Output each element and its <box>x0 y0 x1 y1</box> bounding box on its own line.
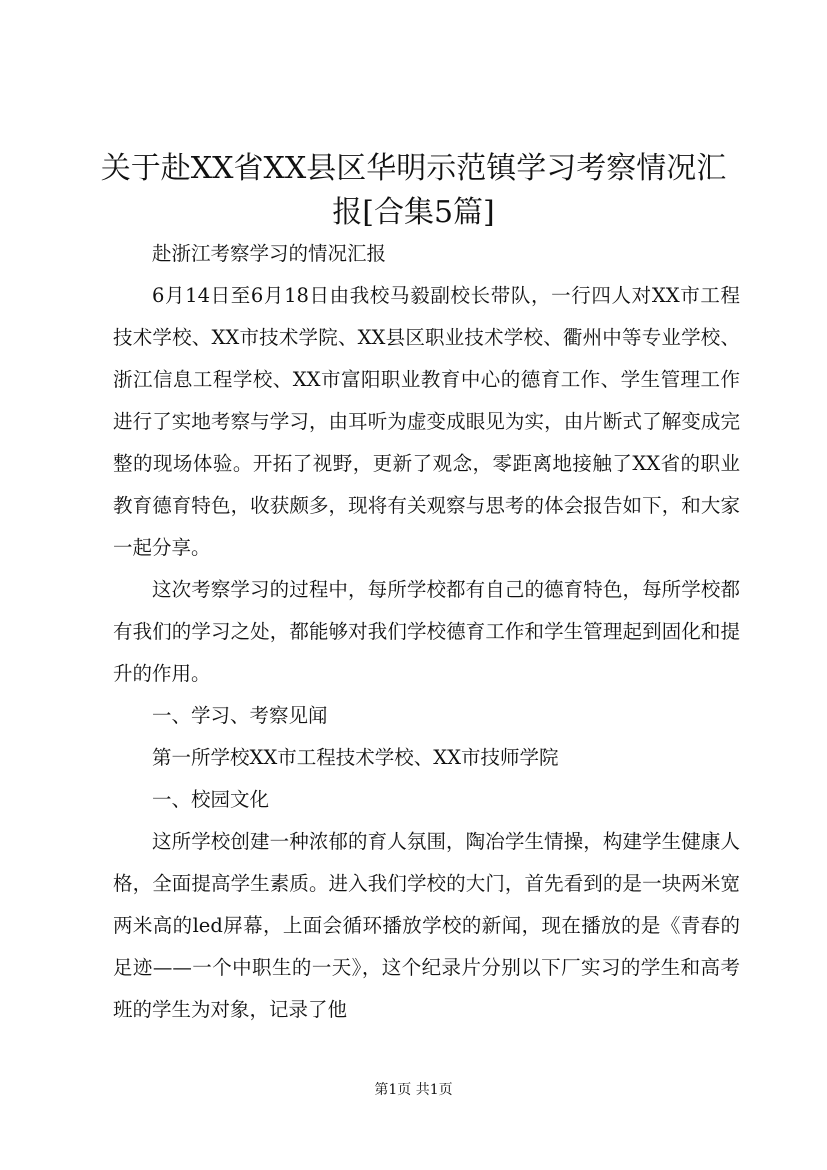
paragraph-summary: 这次考察学习的过程中，每所学校都有自己的德育特色，每所学校都有我们的学习之处，都能够对我们学校德育工作和学生管理起到固化和提升的作用。 <box>113 578 740 685</box>
section-heading: 一、学习、考察见闻 <box>152 704 328 727</box>
subsection-heading-campus-culture: 一、校园文化 <box>152 788 270 811</box>
document-body <box>113 233 740 1031</box>
document-title: 关于赴XX省XX县区华明示范镇学习考察情况汇报[合集5篇] <box>100 151 727 230</box>
paragraph-campus-culture: 这所学校创建一种浓郁的育人氛围，陶冶学生情操，构建学生健康人格，全面提高学生素质。进入我们学校的大门，首先看到的是一块两米宽两米高的led屏幕，上面会循环播放学校的新闻，现在播放的是《青春的足迹——一个中职生的一天》，这个纪录片分别以下厂实习的学生和高考班的学生为对象，记录了他 <box>113 830 740 1021</box>
paragraph-intro: 6月14日至6月18日由我校马毅副校长带队，一行四人对XX市工程技术学校、XX市技术学院、XX县区职业技术学校、衢州中等专业学校、浙江信息工程学校、XX市富阳职业教育中心的德育工作、学生管理工作进行了实地考察与学习，由耳听为虚变成眼见为实，由片断式了解变成完整的现场体验。开拓了视野，更新了观念，零距离地接触了XX省的职业教育德育特色，收获颇多，现将有关观察与思考的体会报告如下，和大家一起分享。 <box>113 284 740 559</box>
page-footer: 第1页 共1页 <box>374 1082 453 1098</box>
subsection-heading: 第一所学校XX市工程技术学校、XX市技师学院 <box>152 746 559 769</box>
paragraph-subtitle: 赴浙江考察学习的情况汇报 <box>152 242 387 265</box>
